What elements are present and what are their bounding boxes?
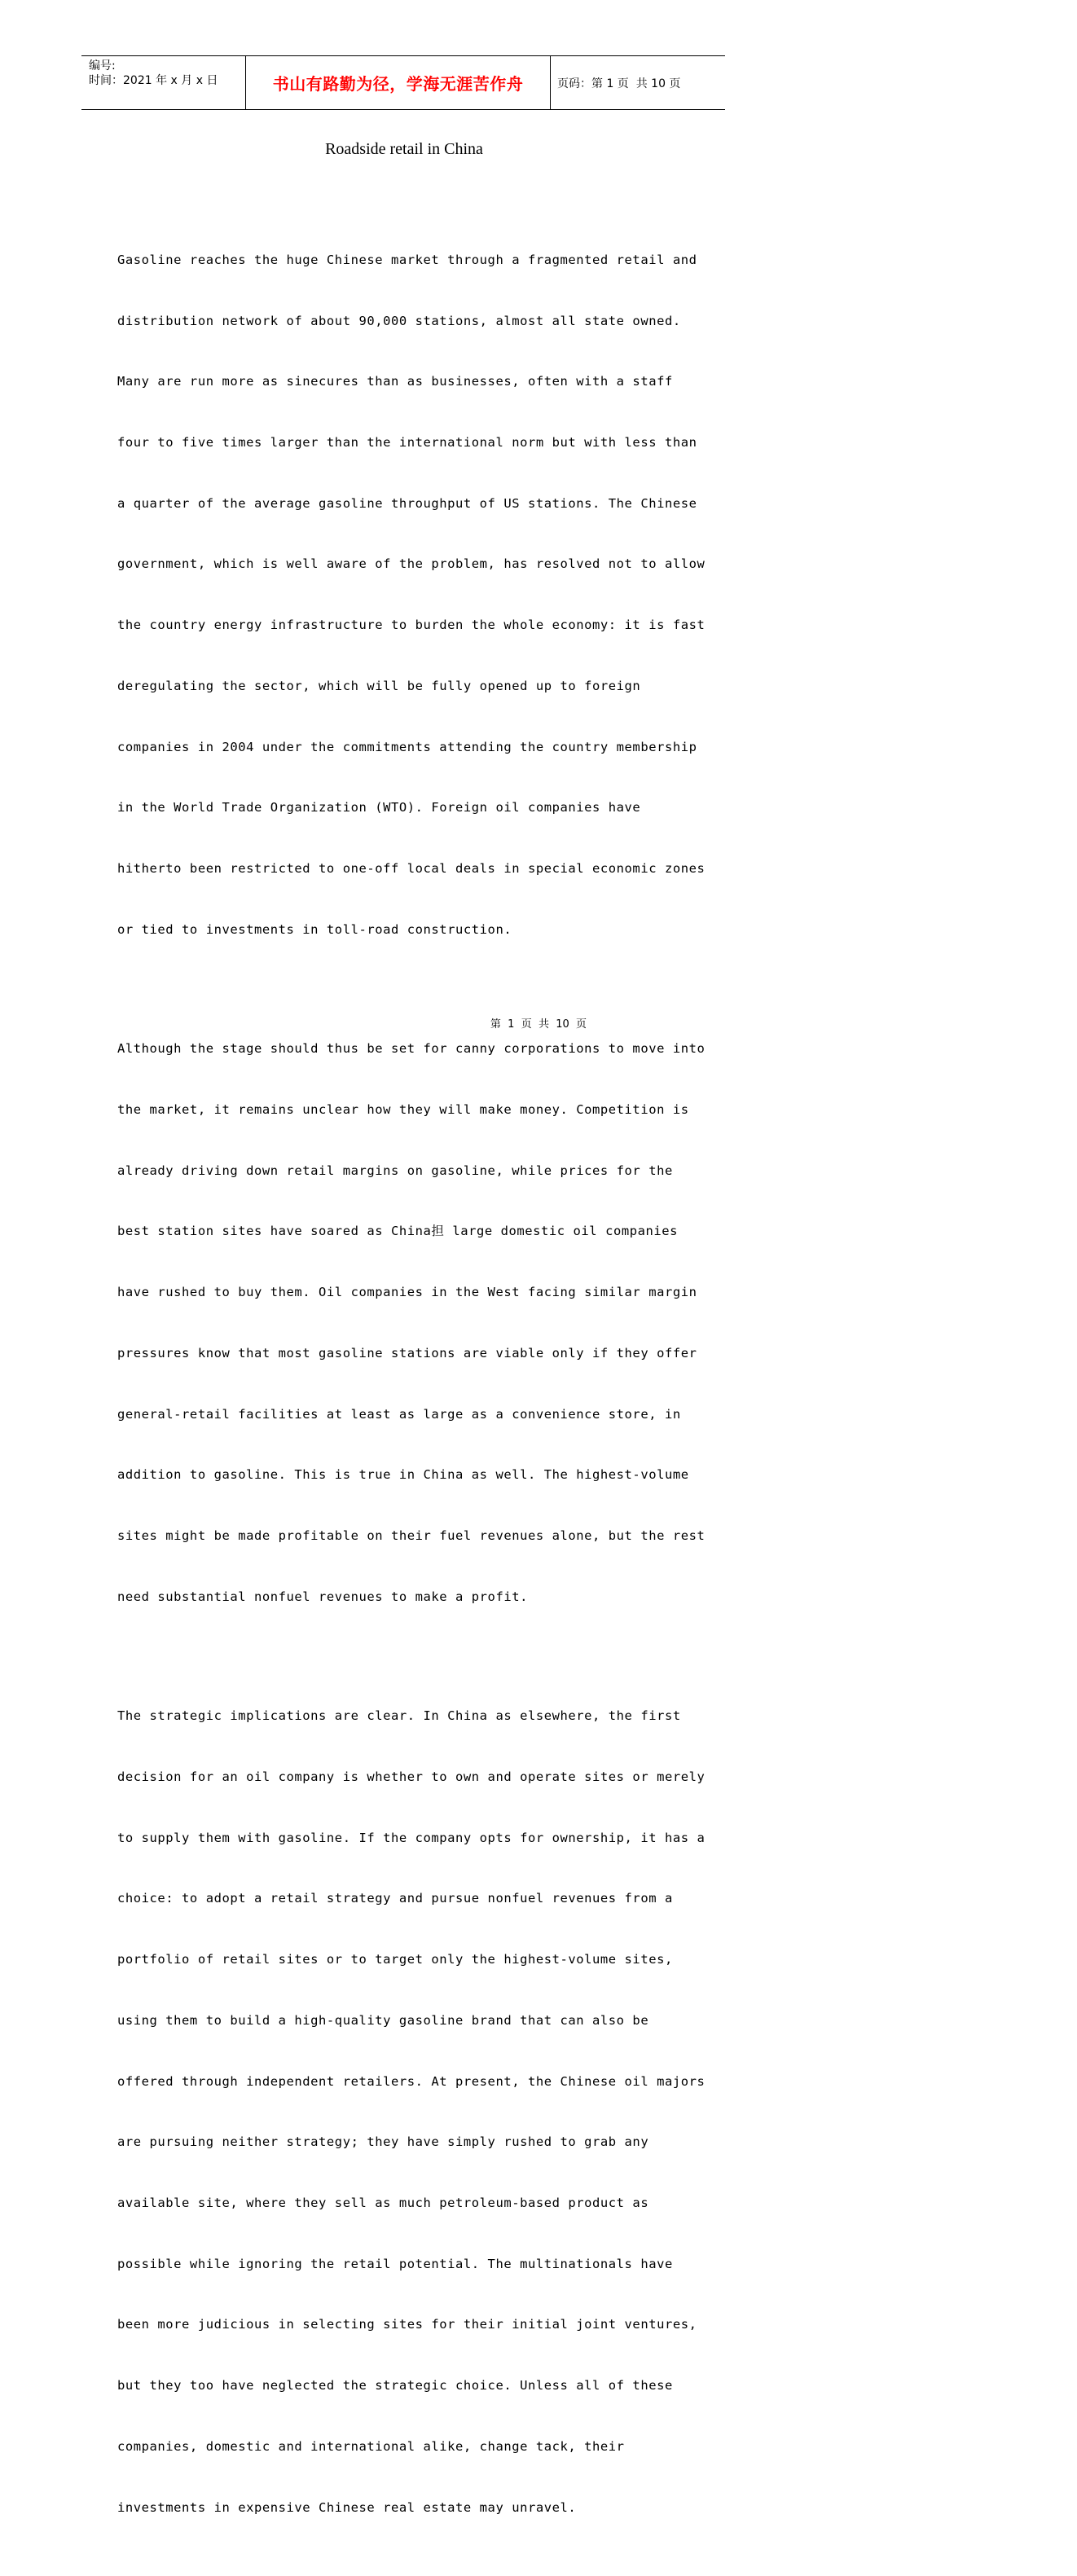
header-motto-cell	[246, 56, 551, 109]
text-line: choice: to adopt a retail strategy and pursue nonfuel revenues from a	[117, 1891, 673, 1906]
text-line: to supply them with gasoline. If the company opts for ownership, it has a	[117, 1830, 706, 1845]
text-line: decision for an oil company is whether to own and operate sites or merely	[117, 1769, 706, 1784]
text-line: been more judicious in selecting sites for their initial joint ventures,	[117, 2317, 697, 2332]
text-line: Although the stage should thus be set for canny corporations to move into	[117, 1041, 706, 1057]
text-line: available site, where they sell as much petroleum-based product as	[117, 2196, 649, 2210]
text-line: offered through independent retailers. At present, the Chinese oil majors	[117, 2073, 706, 2089]
page-footer: 第 1 页 共 10 页	[490, 1018, 587, 1031]
page-header	[81, 55, 725, 110]
paragraph-1	[117, 209, 704, 980]
header-motto: 书山有路勤为径，学海无涯苦作舟	[272, 74, 524, 94]
text-line: government, which is well aware of the problem, has resolved not to allow	[117, 556, 706, 572]
text-line: the market, it remains unclear how they will make money. Competition is	[117, 1101, 689, 1117]
text-line: companies in 2004 under the commitments attending the country membership	[117, 739, 697, 754]
text-line: Many are run more as sinecures than as businesses, often with a staff	[117, 374, 673, 389]
document-body	[117, 209, 704, 2576]
text-line: a quarter of the average gasoline throughput of US stations. The Chinese	[117, 495, 697, 511]
text-line: Gasoline reaches the huge Chinese market through a fragmented retail and	[117, 252, 697, 267]
text-line: but they too have neglected the strategic choice. Unless all of these	[117, 2378, 673, 2394]
text-line: the country energy infrastructure to burden the whole economy: it is fast	[117, 618, 706, 633]
text-line: have rushed to buy them. Oil companies in the West facing similar margin	[117, 1285, 697, 1300]
text-line: companies, domestic and international alike, change tack, their	[117, 2438, 625, 2454]
header-page-info: 页码：第 1 页 共 10 页	[557, 77, 681, 90]
text-line: pressures know that most gasoline stations are viable only if they offer	[117, 1345, 697, 1361]
text-line: The strategic implications are clear. In China as elsewhere, the first	[117, 1708, 681, 1724]
text-line: addition to gasoline. This is true in China as well. The highest-volume	[117, 1467, 689, 1483]
text-line: distribution network of about 90,000 stations, almost all state owned.	[117, 313, 681, 328]
text-line: best station sites have soared as China担 large domestic oil companies	[117, 1224, 679, 1239]
header-meta	[81, 56, 246, 109]
text-line: using them to build a high-quality gasoline brand that can also be	[117, 2012, 649, 2028]
text-line: deregulating the sector, which will be fully opened up to foreign	[117, 678, 641, 693]
document-title: Roadside retail in China	[325, 140, 483, 158]
document-time-label: 时间：2021 年 x 月 x 日	[89, 74, 218, 87]
text-line: hitherto been restricted to one-off local deals in special economic zones	[117, 861, 706, 876]
text-line: possible while ignoring the retail potential. The multinationals have	[117, 2256, 673, 2271]
text-line: general-retail facilities at least as large as a convenience store, in	[117, 1406, 681, 1422]
text-line: sites might be made profitable on their fuel revenues alone, but the rest	[117, 1528, 706, 1543]
text-line: four to five times larger than the international norm but with less than	[117, 434, 697, 450]
header-page-info-cell	[551, 56, 725, 109]
text-line: portfolio of retail sites or to target only the highest-volume sites,	[117, 1952, 673, 1967]
text-line: are pursuing neither strategy; they have simply rushed to grab any	[117, 2134, 649, 2150]
paragraph-2	[117, 998, 704, 1647]
document-number-label: 编号:	[89, 59, 116, 73]
text-line: or tied to investments in toll-road construction.	[117, 921, 512, 937]
text-line: in the World Trade Organization (WTO). Foreign oil companies have	[117, 800, 641, 815]
paragraph-3	[117, 1665, 704, 2558]
text-line: already driving down retail margins on gasoline, while prices for the	[117, 1163, 673, 1178]
text-line: investments in expensive Chinese real estate may unravel.	[117, 2499, 577, 2515]
text-line: need substantial nonfuel revenues to make a profit.	[117, 1589, 528, 1604]
